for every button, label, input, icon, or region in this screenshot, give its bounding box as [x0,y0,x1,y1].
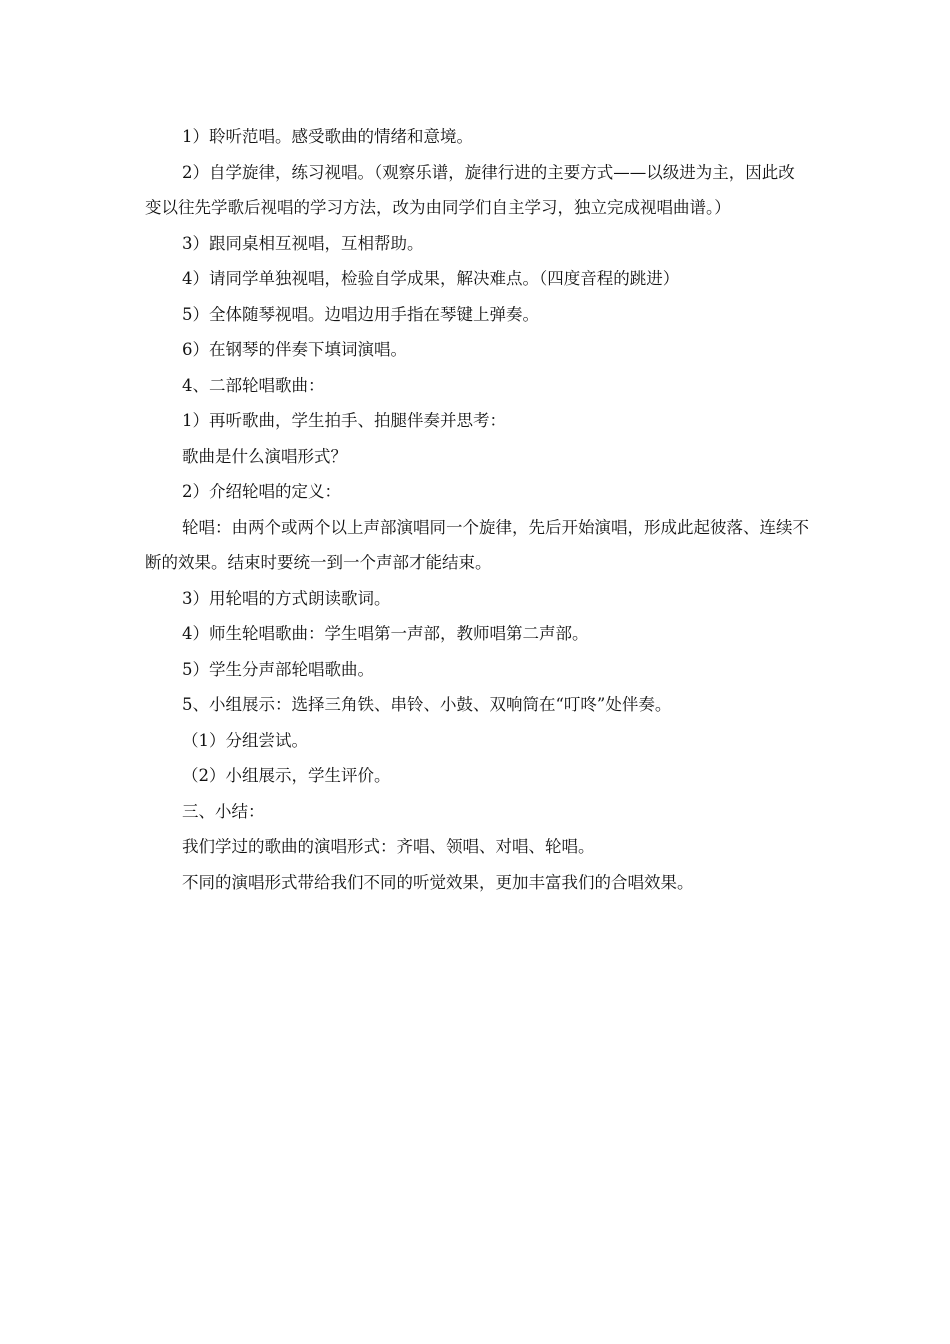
paragraph: 4）请同学单独视唱，检验自学成果，解决难点。（四度音程的跳进） [182,269,680,288]
paragraph: 3）用轮唱的方式朗读歌词。 [182,588,391,608]
paragraph: 歌曲是什么演唱形式？ [182,446,347,466]
paragraph: 轮唱：由两个或两个以上声部演唱同一个旋律，先后开始演唱，形成此起彼落、连续不断的效果。结束时要统一到一个声部才能结束。 [145,517,809,572]
paragraph: 2）介绍轮唱的定义： [182,482,341,501]
paragraph: 不同的演唱形式带给我们不同的听觉效果，更加丰富我们的合唱效果。 [182,872,694,892]
paragraph: 1）聆听范唱。感受歌曲的情绪和意境。 [182,127,473,146]
paragraph: 4）师生轮唱歌曲：学生唱第一声部，教师唱第二声部。 [182,624,589,643]
paragraph: 我们学过的歌曲的演唱形式：齐唱、领唱、对唱、轮唱。 [182,837,595,856]
section-heading: 5、小组展示：选择三角铁、串铃、小鼓、双响筒在“叮咚”处伴奏。 [182,695,672,714]
paragraph: 5）全体随琴视唱。边唱边用手指在琴键上弹奏。 [182,304,539,324]
document-body [145,119,810,900]
paragraph: 2）自学旋律，练习视唱。（观察乐谱，旋律行进的主要方式——以级进为主，因此改变以往先学歌后视唱的学习方法，改为由同学们自主学习，独立完成视唱曲谱。） [145,162,795,217]
paragraph: 1）再听歌曲，学生拍手、拍腿伴奏并思考： [182,411,506,430]
paragraph: （1）分组尝试。 [182,730,308,750]
paragraph: 3）跟同桌相互视唱，互相帮助。 [182,233,424,253]
paragraph: （2）小组展示，学生评价。 [182,766,391,785]
paragraph: 6）在钢琴的伴奏下填词演唱。 [182,340,407,359]
paragraph: 5）学生分声部轮唱歌曲。 [182,659,374,679]
section-heading: 三、小结： [182,801,265,821]
section-heading: 4、二部轮唱歌曲： [182,375,325,395]
